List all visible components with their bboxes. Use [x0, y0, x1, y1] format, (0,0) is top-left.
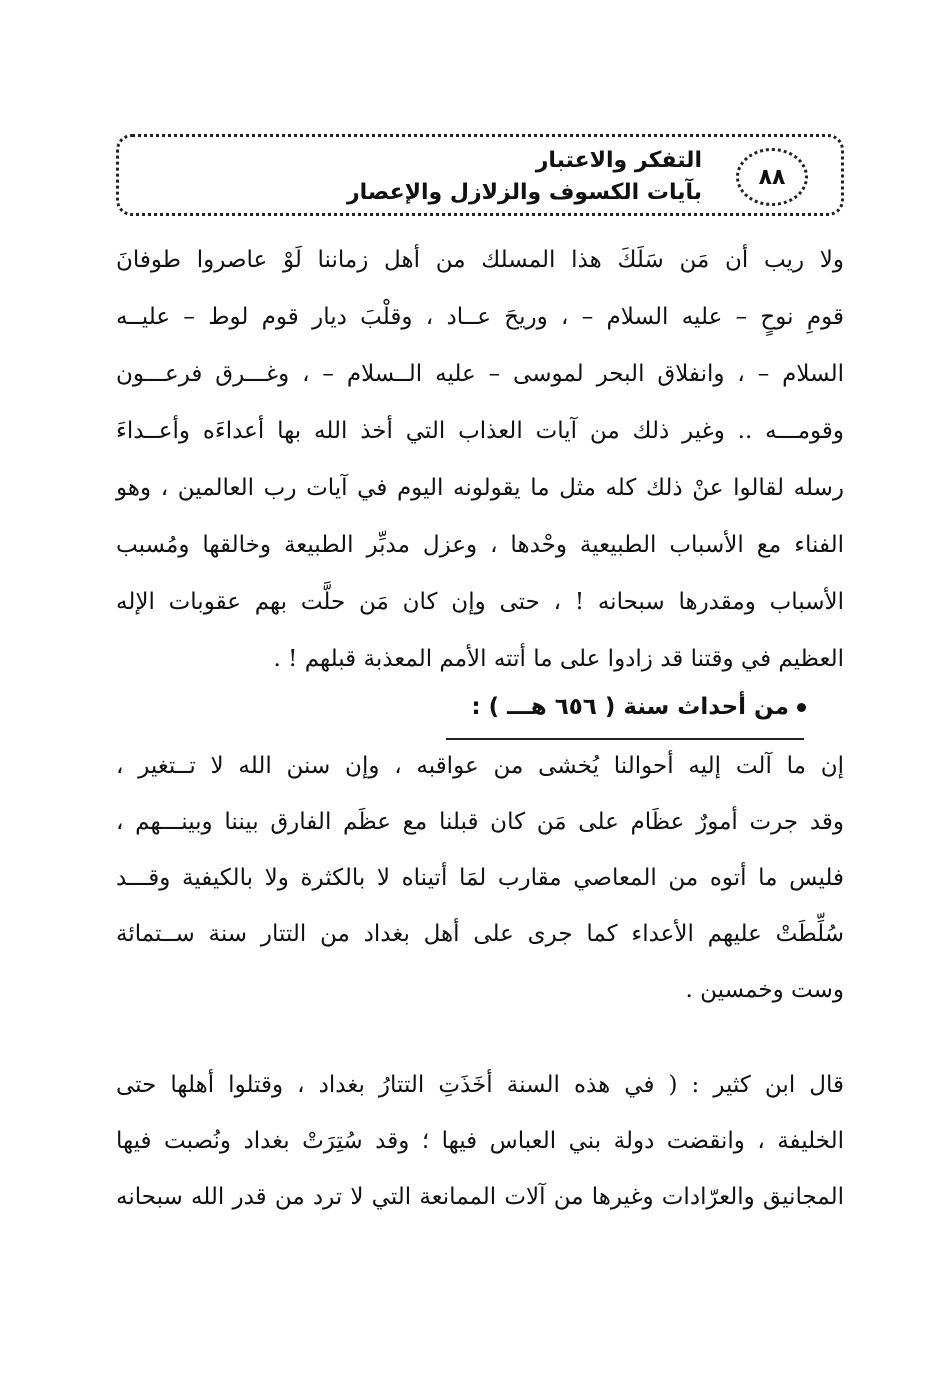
text-line: الخليفة ، وانقضت دولة بني العباس فيها ؛ وقد سُتِرَتْ بغداد ونُصبت فيها: [116, 1128, 844, 1154]
page-number: ٨٨: [736, 148, 808, 206]
bullet-icon: [797, 703, 806, 712]
text-line: وست وخمسين .: [685, 977, 844, 1003]
text-line: سُلِّطَتْ عليهم الأعداء كما جرى على أهل بغداد من التتار سنة ســتمائة: [116, 921, 844, 947]
paragraph-2: [116, 738, 844, 1018]
text-line: العظيم في وقتنا قد زادوا على ما أتته الأمم المعذبة قبلهم ! .: [273, 646, 844, 672]
text-line: الأسباب ومقدرها سبحانه ! ، حتى وإن كان مَن حلَّت بهم عقوبات الإله: [116, 589, 844, 615]
text-line: قومِ نوحٍ – عليه السلام – ، وريحَ عــاد ، وقلْبَ ديار قوم لوط – عليــه: [116, 304, 844, 330]
paragraph-1: [116, 232, 844, 688]
text-line: وقومـــه .. وغير ذلك من آيات العذاب التي أخذ الله بها أعداءَه وأعــداءَ: [116, 418, 844, 444]
header-subtitle: بآيات الكسوف والزلازل والإعصار: [347, 180, 702, 205]
text-line: ولا ريب أن مَن سَلَكَ هذا المسلك من أهل زماننا لَوْ عاصروا طوفانَ: [116, 247, 844, 273]
text-line: المجانيق والعرّادات وغيرها من آلات الممانعة التي لا ترد من قدر الله سبحانه: [116, 1184, 844, 1210]
text-line: إن ما آلت إليه أحوالنا يُخشى من عواقبه ، وإن سنن الله لا تــتغير ،: [116, 753, 844, 779]
section-heading-text: من أحداث سنة ( ٦٥٦ هـــ ) :: [471, 694, 789, 720]
paragraph-3: [116, 1057, 844, 1225]
text-line: رسله لقالوا عنْ ذلك كله مثل ما يقولونه اليوم في آيات رب العالمين ، وهو: [116, 475, 844, 501]
text-line: قال ابن كثير : ( في هذه السنة أخَذَتِ التتارُ بغداد ، وقتلوا أهلها حتى: [116, 1072, 844, 1098]
text-line: السلام – ، وانفلاق البحر لموسى – عليه الــسلام – ، وغـــرق فرعـــون: [116, 361, 844, 387]
section-heading: [471, 694, 806, 720]
text-line: وقد جرت أمورٌ عظَام على مَن كان قبلنا مع عظَم الفارق بيننا وبينـــهم ،: [116, 809, 844, 835]
text-line: فليس ما أتوه من المعاصي مقارب لمَا أتيناه لا بالكثرة ولا بالكيفية وقـــد: [116, 865, 844, 891]
header-title: التفكر والاعتبار: [535, 148, 702, 173]
text-line: الفناء مع الأسباب الطبيعية وحْدها ، وعزل مدبِّر الطبيعة وخالقها ومُسبب: [116, 532, 844, 558]
